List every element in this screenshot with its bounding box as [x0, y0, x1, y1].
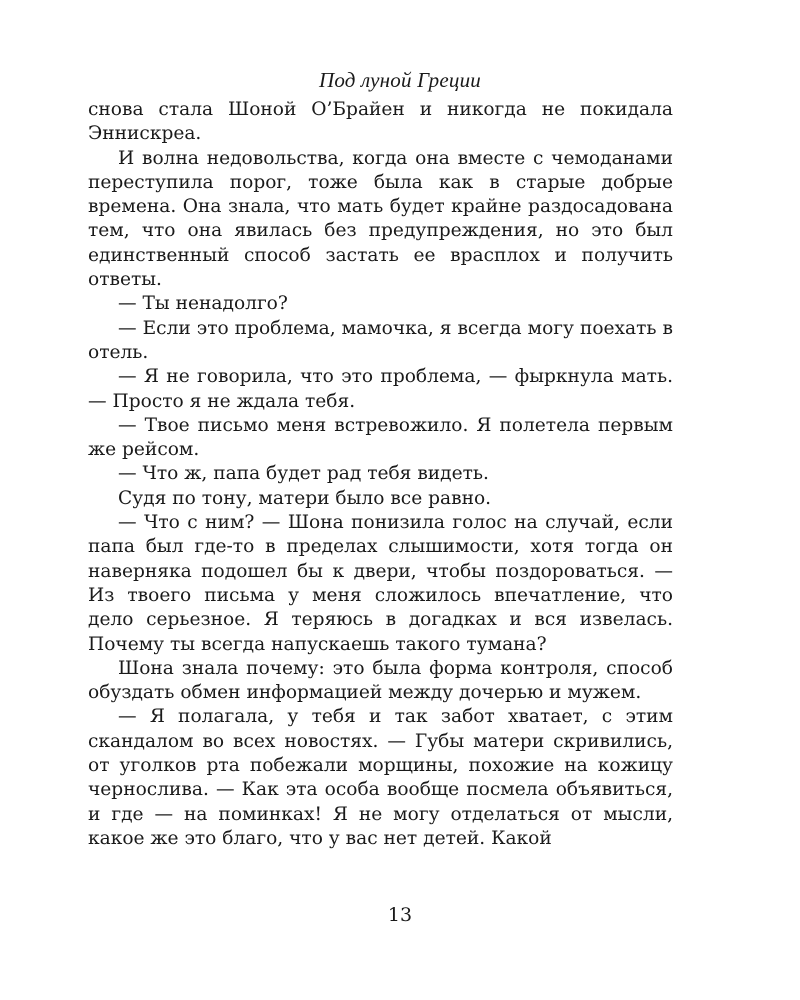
paragraph: Судя по тону, матери было все равно.	[118, 487, 492, 509]
running-title: Под луной Греции	[318, 68, 481, 92]
dialogue-line: — Что ж, папа будет рад тебя видеть.	[118, 463, 489, 485]
dialogue-line: — Если это проблема, мамочка, я всегда могу поехать в отель.	[88, 317, 673, 363]
dialogue-line: — Я не говорила, что это проблема, — фыркнула мать. — Просто я не ждала тебя.	[88, 366, 673, 412]
dialogue-line: — Я полагала, у тебя и так забот хватает, с этим скандалом во всех новостях. — Губы матери скривились, от уголков рта побежали морщины, похожие на кожицу чернослива. — Как эта особа вообще посмела объявиться, и где — на поминках! Я не могу отделаться от мысли, какое же это благо, что у вас нет детей. Какой	[88, 706, 673, 849]
dialogue-line: — Что с ним? — Шона понизила голос на случай, если папа был где-то в пределах слышимости, хотя тогда он наверняка подошел бы к двери, чтобы поздороваться. — Из твоего письма у меня сложилось впечатление, что дело серьезное. Я теряюсь в догадках и вся извелась. Почему ты всегда напускаешь такого тумана?	[88, 512, 673, 655]
dialogue-line: — Ты ненадолго?	[118, 293, 288, 315]
paragraph-continued: снова стала Шоной О’Брайен и никогда не покидала Эннискреа.	[88, 99, 673, 145]
paragraph: И волна недовольства, когда она вместе с чемоданами переступила порог, тоже была как в старые добрые времена. Она знала, что мать будет крайне раздосадована тем, что она явилась без предупреждения, но это был единственный способ застать ее врасплох и получить ответы.	[88, 147, 673, 291]
dialogue-line: — Твое письмо меня встревожило. Я полетела первым же рейсом.	[88, 414, 673, 461]
body-text	[88, 98, 673, 851]
paragraph: Шона знала почему: это была форма контроля, способ обуздать обмен информацией между дочерью и мужем.	[88, 657, 673, 704]
page-number: 13	[387, 904, 413, 926]
